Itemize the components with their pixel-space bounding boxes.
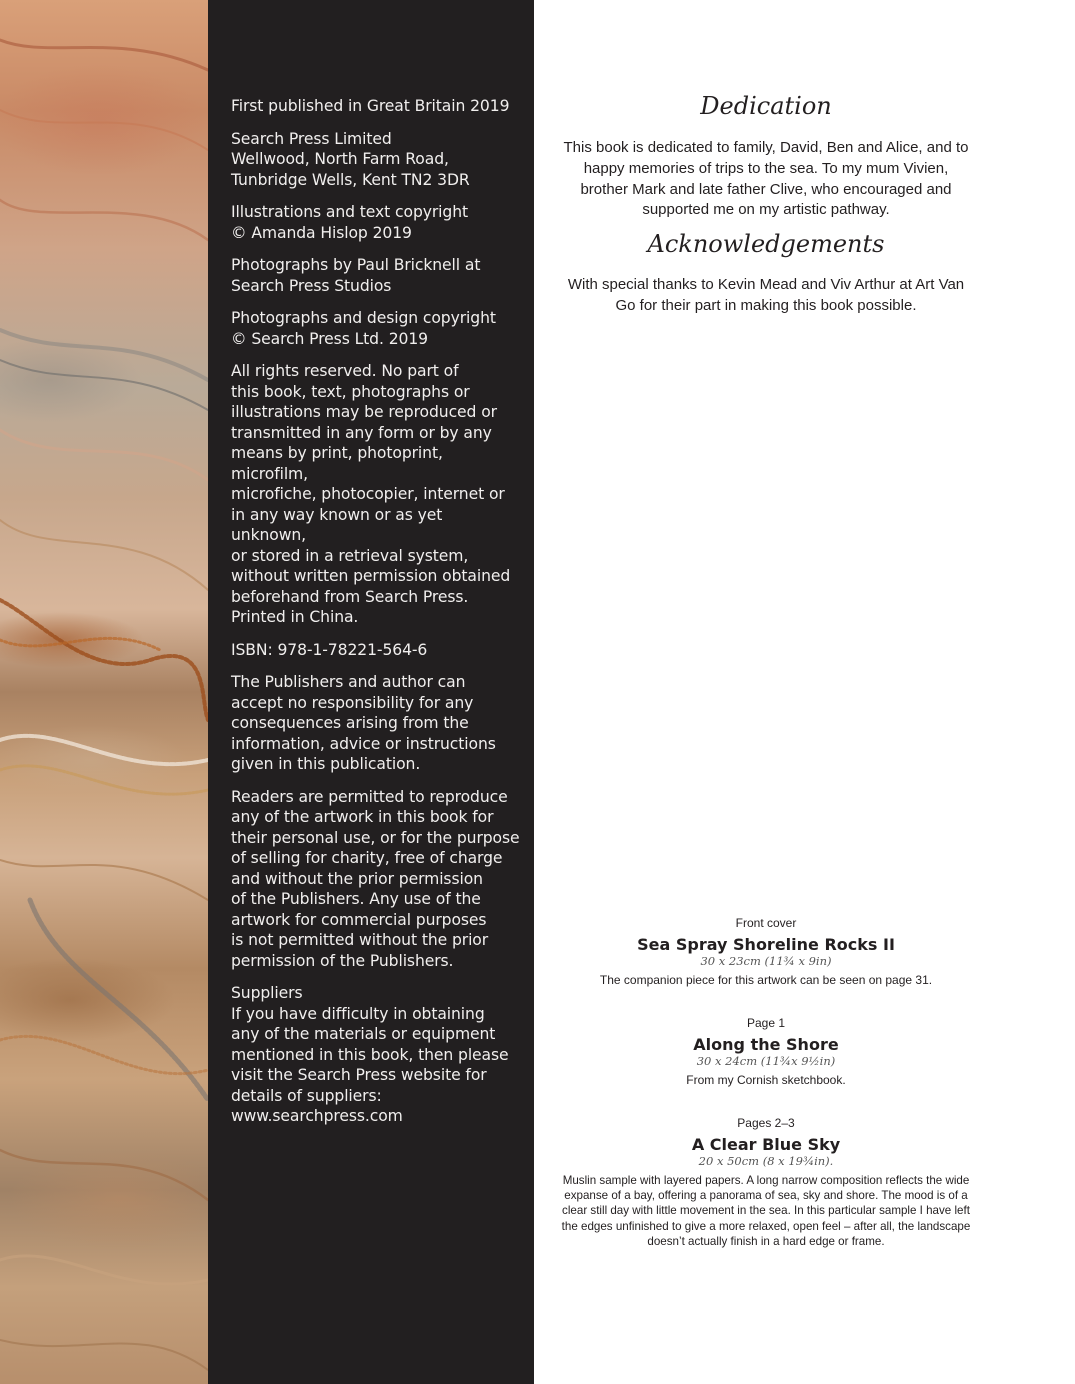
- caption-page-1: [558, 1015, 974, 1088]
- caption-label: Pages 2–3: [737, 1116, 795, 1130]
- stitch-texture: [0, 0, 208, 1384]
- publication-line: First published in Great Britain 2019: [231, 97, 510, 115]
- acknowledgements-text: With special thanks to Kevin Mead and Viv Arthur at Art Van Go for their part in making this book possible.: [567, 276, 965, 314]
- dedication-text: This book is dedicated to family, David, Ben and Alice, and to happy memories of trips to the sea. To my mum Vivien, brother Mark and late father Clive, who encouraged and supported me on my artistic pathway.: [563, 139, 969, 219]
- acknowledgements-heading: Acknowledgements: [647, 230, 885, 258]
- caption-description: From my Cornish sketchbook.: [686, 1073, 846, 1087]
- caption-title: Sea Spray Shoreline Rocks II: [637, 935, 895, 954]
- rights-notice: All rights reserved. No part of this book, text, photographs or illustrations may be reproduced or transmitted in any form or by any means by print, photoprint, microfilm, microfiche, photocopier, internet or in any way known or as yet unknown, or stored in a retrieval system, without written permission obtained beforehand from Search Press. Printed in China.: [231, 362, 511, 626]
- publisher-address: Search Press Limited Wellwood, North Farm Road, Tunbridge Wells, Kent TN2 3DR: [231, 129, 470, 189]
- reproduction-notice: Readers are permitted to reproduce any of the artwork in this book for their personal use, or for the purpose of selling for charity, free of charge and without the prior permission of the Publishers. Any use of the artwork for commercial purposes is not permitted without the prior permission of the Publishers.: [231, 787, 520, 970]
- caption-size: 30 x 24cm (11¾x 9½in): [696, 1054, 836, 1068]
- caption-pages-2-3: [558, 1115, 974, 1249]
- caption-size: 30 x 23cm (11¾ x 9in): [700, 954, 832, 968]
- caption-label: Front cover: [735, 916, 797, 930]
- colophon-text: [231, 96, 521, 1139]
- liability-notice: The Publishers and author can accept no responsibility for any consequences arising from the information, advice or instructions given in this publication.: [231, 673, 496, 773]
- photo-credit: Photographs by Paul Bricknell at Search Press Studios: [231, 256, 481, 295]
- dedication-heading: Dedication: [700, 92, 832, 120]
- caption-front-cover: [558, 915, 974, 988]
- caption-size: 20 x 50cm (8 x 19¾in).: [698, 1154, 834, 1168]
- isbn: ISBN: 978-1-78221-564-6: [231, 640, 428, 659]
- textile-photograph: [0, 0, 208, 1384]
- caption-description: The companion piece for this artwork can be seen on page 31.: [599, 973, 933, 987]
- suppliers-notice: Suppliers If you have difficulty in obtaining any of the materials or equipment mentioned in this book, then please visit the Search Press website for details of suppliers: www.searchpress.com: [231, 984, 509, 1125]
- caption-description: Muslin sample with layered papers. A long narrow composition reflects the wide expanse of a bay, offering a panorama of sea, sky and shore. The mood is of a clear still day with little movement in the sea. In this particular sample I have left the edges unfinished to give a more relaxed, open feel – after all, the landscape doesn’t actually finish in a hard edge or frame.: [561, 1174, 971, 1248]
- caption-title: A Clear Blue Sky: [691, 1135, 841, 1154]
- text-copyright: Illustrations and text copyright © Amanda Hislop 2019: [231, 203, 469, 242]
- caption-title: Along the Shore: [693, 1035, 839, 1054]
- caption-label: Page 1: [746, 1016, 786, 1030]
- design-copyright: Photographs and design copyright © Search Press Ltd. 2019: [231, 309, 496, 348]
